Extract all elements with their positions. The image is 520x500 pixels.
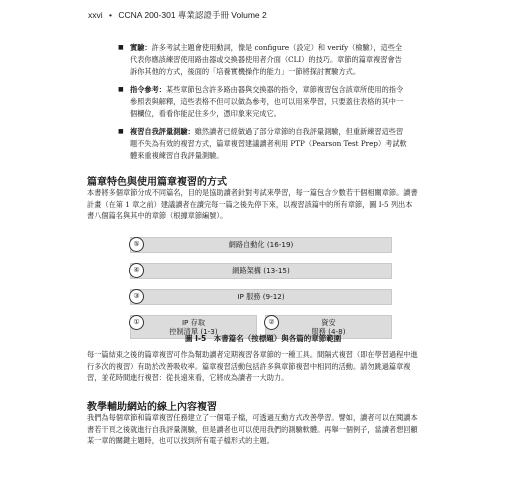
part-label: 網路自動化 (16-19) bbox=[228, 240, 294, 249]
bullet-term: 指令參考： bbox=[130, 85, 166, 94]
part-number-badge: ④ bbox=[129, 263, 144, 278]
bullet-text: 許多考試主題會使用動詞，像是 configure（設定）和 verify（檢驗），這些全代表你應該練習使用路由器或交換器使用者介面（CLI）的技巧。章節的篇章複習會告訴你其他的方式，後面的「培養實機操作的能力」一節將探討實驗方式。 bbox=[130, 43, 403, 76]
part-number-badge: ① bbox=[129, 315, 144, 330]
section-paragraph: 每一篇結束之後的篇章複習可作為幫助讀者定期複習各章節的一種工具。間隔式複習（即在學習過程中進行多次的複習）有助於改善吸收率。篇章複習活動包括許多與章節複習中相同的活動。請勿跳過篇章複習，並花時間進行複習：從長遠來看，它將成為讀者一大助力。 bbox=[87, 350, 418, 382]
part-bar bbox=[130, 237, 392, 253]
part-label: 網路架構 (13-15) bbox=[232, 266, 290, 275]
part-label-line2: 控制清單 (1-3) bbox=[169, 327, 218, 336]
part-number-badge: ③ bbox=[129, 289, 144, 304]
part-label: IP 服務 (9-12) bbox=[237, 292, 285, 301]
bullet-term: 實驗： bbox=[130, 43, 152, 52]
figure-parts-diagram bbox=[130, 237, 392, 339]
bullet-text: 某些章節包含許多路由器與交換器的指令，章節複習包含該章所使用的指令參照表與解釋，這些表格不但可以做為參考，也可以用來學習，只要蓋住表格的其中一個欄位，看看你能記住多少，憑印象來完成它。 bbox=[130, 85, 404, 118]
list-item bbox=[118, 84, 408, 120]
list-item bbox=[118, 42, 408, 78]
page-number: xxvi bbox=[88, 10, 103, 20]
page-header bbox=[88, 9, 267, 21]
part-bar bbox=[130, 289, 392, 305]
part-bar bbox=[130, 263, 392, 279]
bullet-text: 雖然讀者已經做過了部分章節的自我評量測驗，但重新練習這些習題不失為有效的複習方式，篇章複習建議讀者利用 PTP（Pearson Test Prep）考試軟體來重複練習自我評量測驗。 bbox=[130, 127, 407, 160]
bullet-term: 複習自我評量測驗： bbox=[130, 127, 195, 136]
bullet-list bbox=[118, 42, 408, 168]
part-label-line1: 資安 bbox=[321, 318, 336, 327]
part-label-line2: 服務 (4-8) bbox=[311, 327, 346, 336]
section-heading: 教學輔助網站的線上內容複習 bbox=[87, 402, 217, 413]
section-heading: 篇章特色與使用篇章複習的方式 bbox=[87, 177, 227, 188]
part-number-badge: ② bbox=[264, 315, 279, 330]
part-label-line1: IP 存取 bbox=[181, 318, 206, 327]
figure-caption: 圖 I-5 本書篇名（按標題）與各篇的章節範圍 bbox=[185, 334, 342, 343]
separator-dot-icon: • bbox=[109, 10, 112, 20]
list-item bbox=[118, 126, 408, 162]
part-number-badge: ⑤ bbox=[129, 237, 144, 252]
section-paragraph: 我們為每個章節和篇章複習任務建立了一個電子檔，可透過互動方式改善學習。譬如，讀者可以在閱讀本書若干頁之後就進行自我評量測驗，但是讀者也可以使用我們的測驗軟體。再舉一個例子，當讀者想回顧某一章的關鍵主題時，也可以找到所有電子檔形式的主題。 bbox=[87, 413, 418, 445]
section-paragraph: 本書將多個章節分成不同篇名，目的是協助讀者針對考試來學習，每一篇包含少數若干個相關章節。讀書計畫（在第 1 章之前）建議讀者在讀完每一篇之後先停下來，以複習該篇中的所有章節，圖 I-5 列出本書八個篇名與其中的章節（根據章節編號）。 bbox=[87, 188, 418, 220]
book-title: CCNA 200-301 專業認證手冊 Volume 2 bbox=[118, 10, 267, 20]
